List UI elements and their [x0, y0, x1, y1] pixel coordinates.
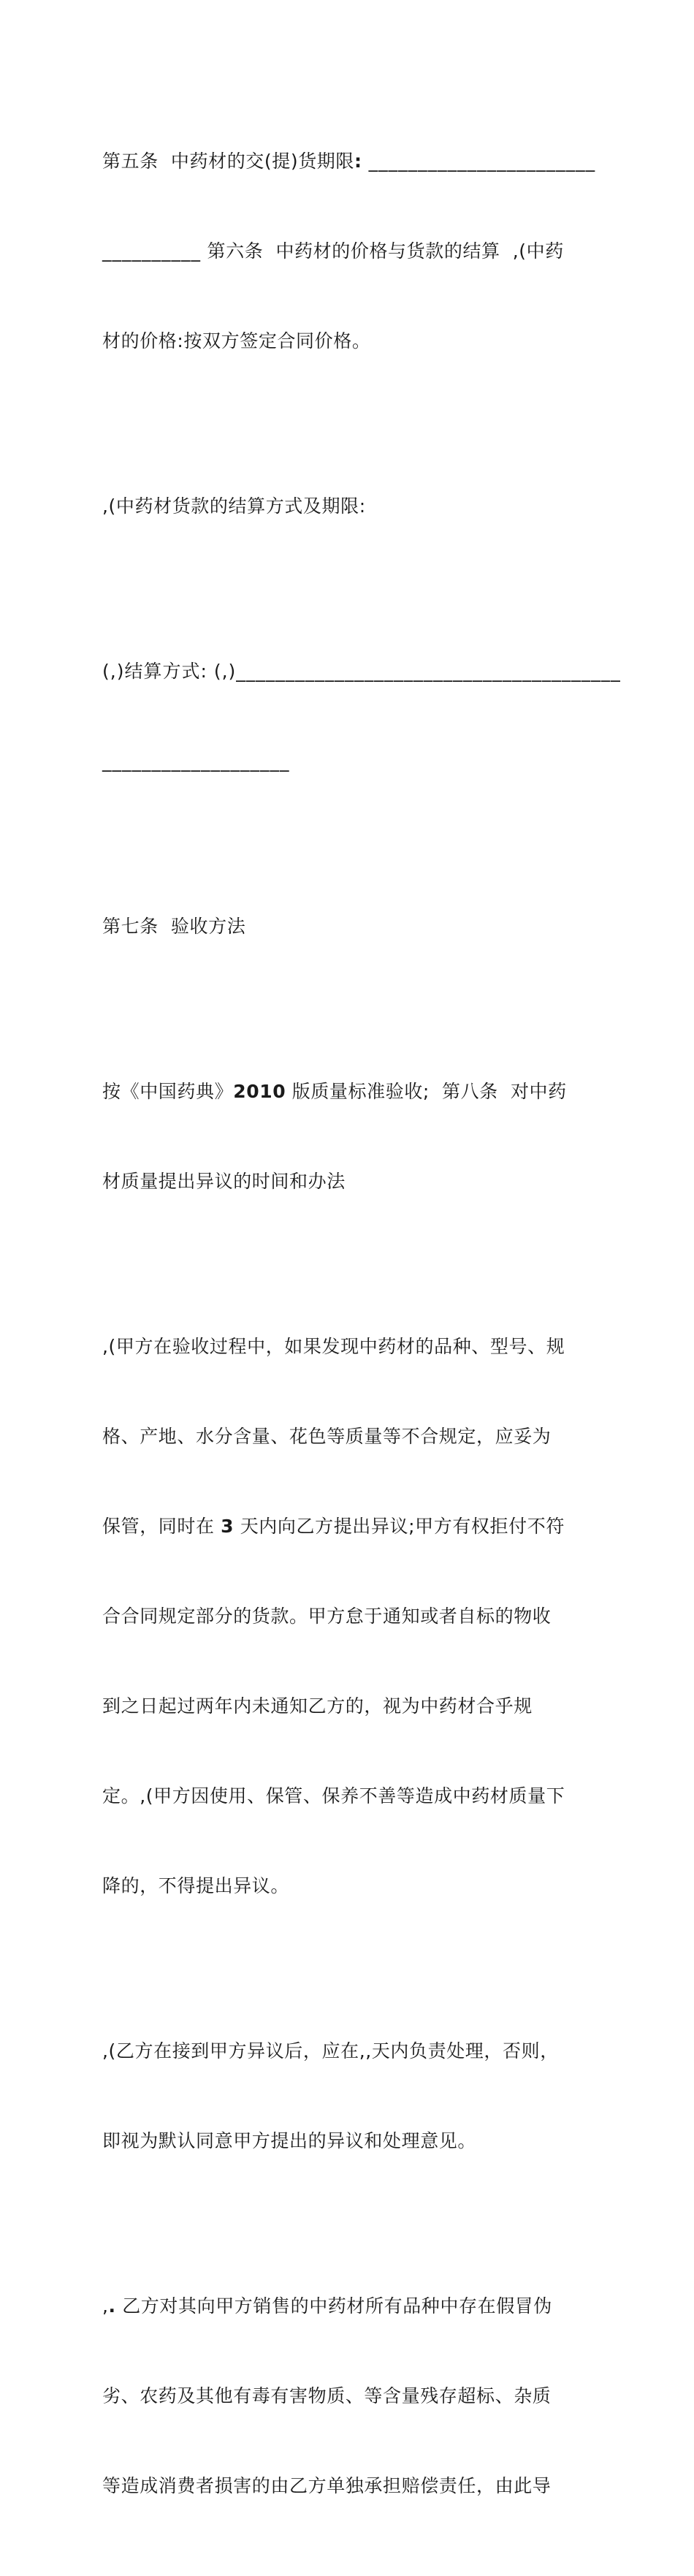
inspection-standard-line-1 [102, 1076, 593, 1106]
party-b-liability-paragraph [102, 2231, 593, 2561]
article-5-heading: 第五条 中药材的交(提)货期限 [102, 151, 355, 172]
objection-days: 3 [221, 1516, 234, 1537]
settlement-method-line: ,(中药材货款的结算方式及期限: [102, 495, 366, 517]
party-a-objection-text-a: 保管，同时在 [102, 1516, 221, 1537]
article-8-heading: 材质量提出异议的时间和办法 [102, 1171, 346, 1192]
party-a-objection-line-5: 到之日起过两年内未通知乙方的，视为中药材合乎规 [102, 1695, 533, 1717]
inspection-standard-text-b: 版质量标准验收; 第八条 对中药 [286, 1081, 567, 1102]
article-5-line-1 [102, 146, 596, 176]
party-a-objection-text-b: 天内向乙方提出异议;甲方有权拒付不符 [234, 1516, 565, 1537]
party-b-liability-line-1 [102, 2291, 593, 2321]
article-6-heading: 第六条 中药材的价格与货款的结算 ,(中药 [201, 240, 564, 262]
settlement-way-paragraph [102, 596, 621, 836]
inspection-standard-paragraph [102, 1017, 593, 1256]
party-a-objection-line-4: 合合同规定部分的货款。甲方怠于通知或者自标的物收 [102, 1606, 552, 1627]
settlement-method-paragraph [102, 431, 593, 581]
party-a-objection-paragraph [102, 1272, 593, 1961]
party-a-objection-line-7: 降的，不得提出异议。 [102, 1875, 290, 1896]
article-7-heading: 第七条 验收方法 [102, 916, 246, 937]
pharmacopoeia-year: 2010 [233, 1081, 286, 1102]
document-body [102, 86, 621, 2576]
party-b-liability-dot: . [108, 2295, 116, 2317]
article-7-paragraph [102, 851, 593, 1001]
article-5-paragraph [102, 86, 596, 416]
party-a-objection-line-2: 格、产地、水分含量、花色等质量等不合规定，应妥为 [102, 1426, 552, 1447]
party-b-handling-paragraph [102, 1976, 593, 2216]
settlement-way-line-1: (,)结算方式: (,)_______________________________________ [102, 661, 621, 682]
party-b-liability-line-3: 等造成消费者损害的由乙方单独承担赔偿责任，由此导 [102, 2475, 552, 2496]
inspection-standard-text-a: 按《中国药典》 [102, 1081, 234, 1102]
article-6-line-1 [102, 236, 593, 266]
party-a-objection-line-6: 定。,(甲方因使用、保管、保养不善等造成中药材质量下 [102, 1785, 565, 1806]
party-b-liability-text: 乙方对其向甲方销售的中药材所有品种中存在假冒伪 [115, 2295, 553, 2317]
party-a-objection-line-1: ,(甲方在验收过程中，如果发现中药材的品种、型号、规 [102, 1336, 565, 1357]
delivery-deadline-blank-cont: __________ [102, 240, 201, 262]
party-a-objection-line-3 [102, 1511, 593, 1541]
party-b-liability-mark: , [102, 2295, 109, 2317]
settlement-way-line-2: ___________________ [102, 751, 290, 772]
delivery-deadline-blank: _______________________ [362, 151, 596, 172]
party-b-handling-line-2: 即视为默认同意甲方提出的异议和处理意见。 [102, 2130, 477, 2151]
article-6-line-2: 材的价格:按双方签定合同价格。 [102, 330, 371, 352]
party-b-liability-line-2: 劣、农药及其他有毒有害物质、等含量残存超标、杂质 [102, 2385, 552, 2406]
article-5-colon: : [354, 151, 362, 172]
party-b-handling-line-1: ,(乙方在接到甲方异议后，应在,,天内负责处理，否则， [102, 2040, 559, 2062]
